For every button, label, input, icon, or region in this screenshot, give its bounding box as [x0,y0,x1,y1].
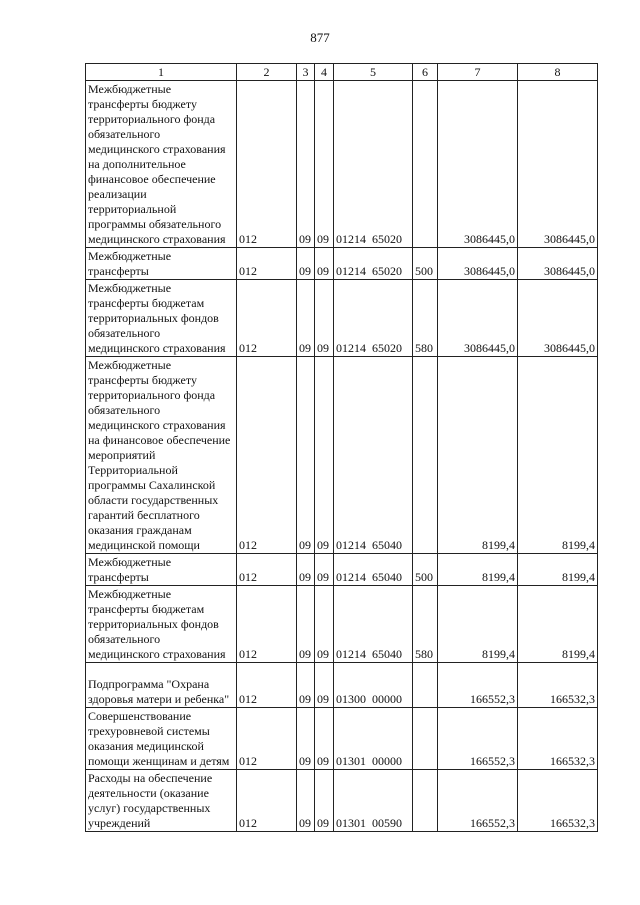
row-value-col8: 3086445,0 [518,280,598,357]
row-subsection: 09 [315,554,334,586]
row-expense-type [413,663,438,708]
row-code: 012 [237,586,297,663]
row-value-col8: 166532,3 [518,663,598,708]
table-row [86,280,598,357]
page-number: 877 [310,30,330,45]
row-expense-type [413,770,438,832]
table-row [86,248,598,280]
table-row [86,357,598,554]
row-subsection: 09 [315,280,334,357]
row-name: Межбюджетные трансферты бюджетам территориальных фондов обязательного медицинского страхования [86,280,237,357]
header-cell: 1 [86,64,237,81]
row-section: 09 [297,280,315,357]
row-value-col7: 8199,4 [438,554,518,586]
row-value-col7: 166552,3 [438,708,518,770]
row-value-col8: 3086445,0 [518,248,598,280]
row-name: Межбюджетные трансферты бюджету территориального фонда обязательного медицинского страхования на дополнительное финансовое обеспечение реализации территориальной программы обязательного медицинского страхования [86,81,237,248]
row-name: Совершенствование трехуровневой системы оказания медицинской помощи женщинам и детям [86,708,237,770]
row-expense-type: 500 [413,554,438,586]
row-section: 09 [297,663,315,708]
row-value-col7: 166552,3 [438,663,518,708]
header-cell: 4 [315,64,334,81]
header-cell: 3 [297,64,315,81]
row-name: Межбюджетные трансферты бюджету территориального фонда обязательного медицинского страхования на финансовое обеспечение мероприятий Территориальной программы Сахалинской области государственных гарантий бесплатного оказания гражданам медицинской помощи [86,357,237,554]
row-section: 09 [297,248,315,280]
table-row [86,663,598,708]
row-value-col7: 166552,3 [438,770,518,832]
row-code: 012 [237,554,297,586]
row-name: Подпрограмма "Охрана здоровья матери и ребенка" [86,663,237,708]
row-code: 012 [237,280,297,357]
row-value-col7: 3086445,0 [438,248,518,280]
row-target-article: 01214 65020 [334,81,413,248]
row-target-article: 01300 00000 [334,663,413,708]
row-expense-type [413,81,438,248]
row-expense-type [413,708,438,770]
row-value-col7: 8199,4 [438,586,518,663]
row-section: 09 [297,81,315,248]
row-name: Межбюджетные трансферты бюджетам территориальных фондов обязательного медицинского страхования [86,586,237,663]
row-expense-type: 500 [413,248,438,280]
table-row [86,554,598,586]
header-cell: 8 [518,64,598,81]
row-target-article: 01301 00000 [334,708,413,770]
row-target-article: 01301 00590 [334,770,413,832]
row-subsection: 09 [315,248,334,280]
row-expense-type: 580 [413,586,438,663]
budget-table [85,63,598,832]
row-target-article: 01214 65040 [334,554,413,586]
row-value-col7: 3086445,0 [438,81,518,248]
header-cell: 2 [237,64,297,81]
row-name: Расходы на обеспечение деятельности (оказание услуг) государственных учреждений [86,770,237,832]
row-code: 012 [237,248,297,280]
row-value-col8: 166532,3 [518,770,598,832]
row-subsection: 09 [315,357,334,554]
row-subsection: 09 [315,586,334,663]
row-code: 012 [237,81,297,248]
row-value-col7: 8199,4 [438,357,518,554]
row-value-col8: 3086445,0 [518,81,598,248]
row-section: 09 [297,770,315,832]
row-value-col8: 8199,4 [518,357,598,554]
row-subsection: 09 [315,770,334,832]
header-cell: 5 [334,64,413,81]
header-cell: 7 [438,64,518,81]
row-section: 09 [297,708,315,770]
header-cell: 6 [413,64,438,81]
row-target-article: 01214 65020 [334,248,413,280]
row-value-col8: 8199,4 [518,554,598,586]
row-value-col7: 3086445,0 [438,280,518,357]
row-section: 09 [297,554,315,586]
row-value-col8: 8199,4 [518,586,598,663]
row-target-article: 01214 65040 [334,357,413,554]
table-row [86,81,598,248]
row-subsection: 09 [315,663,334,708]
row-section: 09 [297,586,315,663]
row-name: Межбюджетные трансферты [86,554,237,586]
row-subsection: 09 [315,81,334,248]
row-section: 09 [297,357,315,554]
row-target-article: 01214 65040 [334,586,413,663]
table-row [86,770,598,832]
table-row [86,708,598,770]
row-subsection: 09 [315,708,334,770]
table-header-row [86,64,598,81]
table-row [86,586,598,663]
row-name: Межбюджетные трансферты [86,248,237,280]
row-value-col8: 166532,3 [518,708,598,770]
row-code: 012 [237,770,297,832]
row-code: 012 [237,663,297,708]
row-code: 012 [237,357,297,554]
row-code: 012 [237,708,297,770]
row-expense-type: 580 [413,280,438,357]
row-expense-type [413,357,438,554]
row-target-article: 01214 65020 [334,280,413,357]
